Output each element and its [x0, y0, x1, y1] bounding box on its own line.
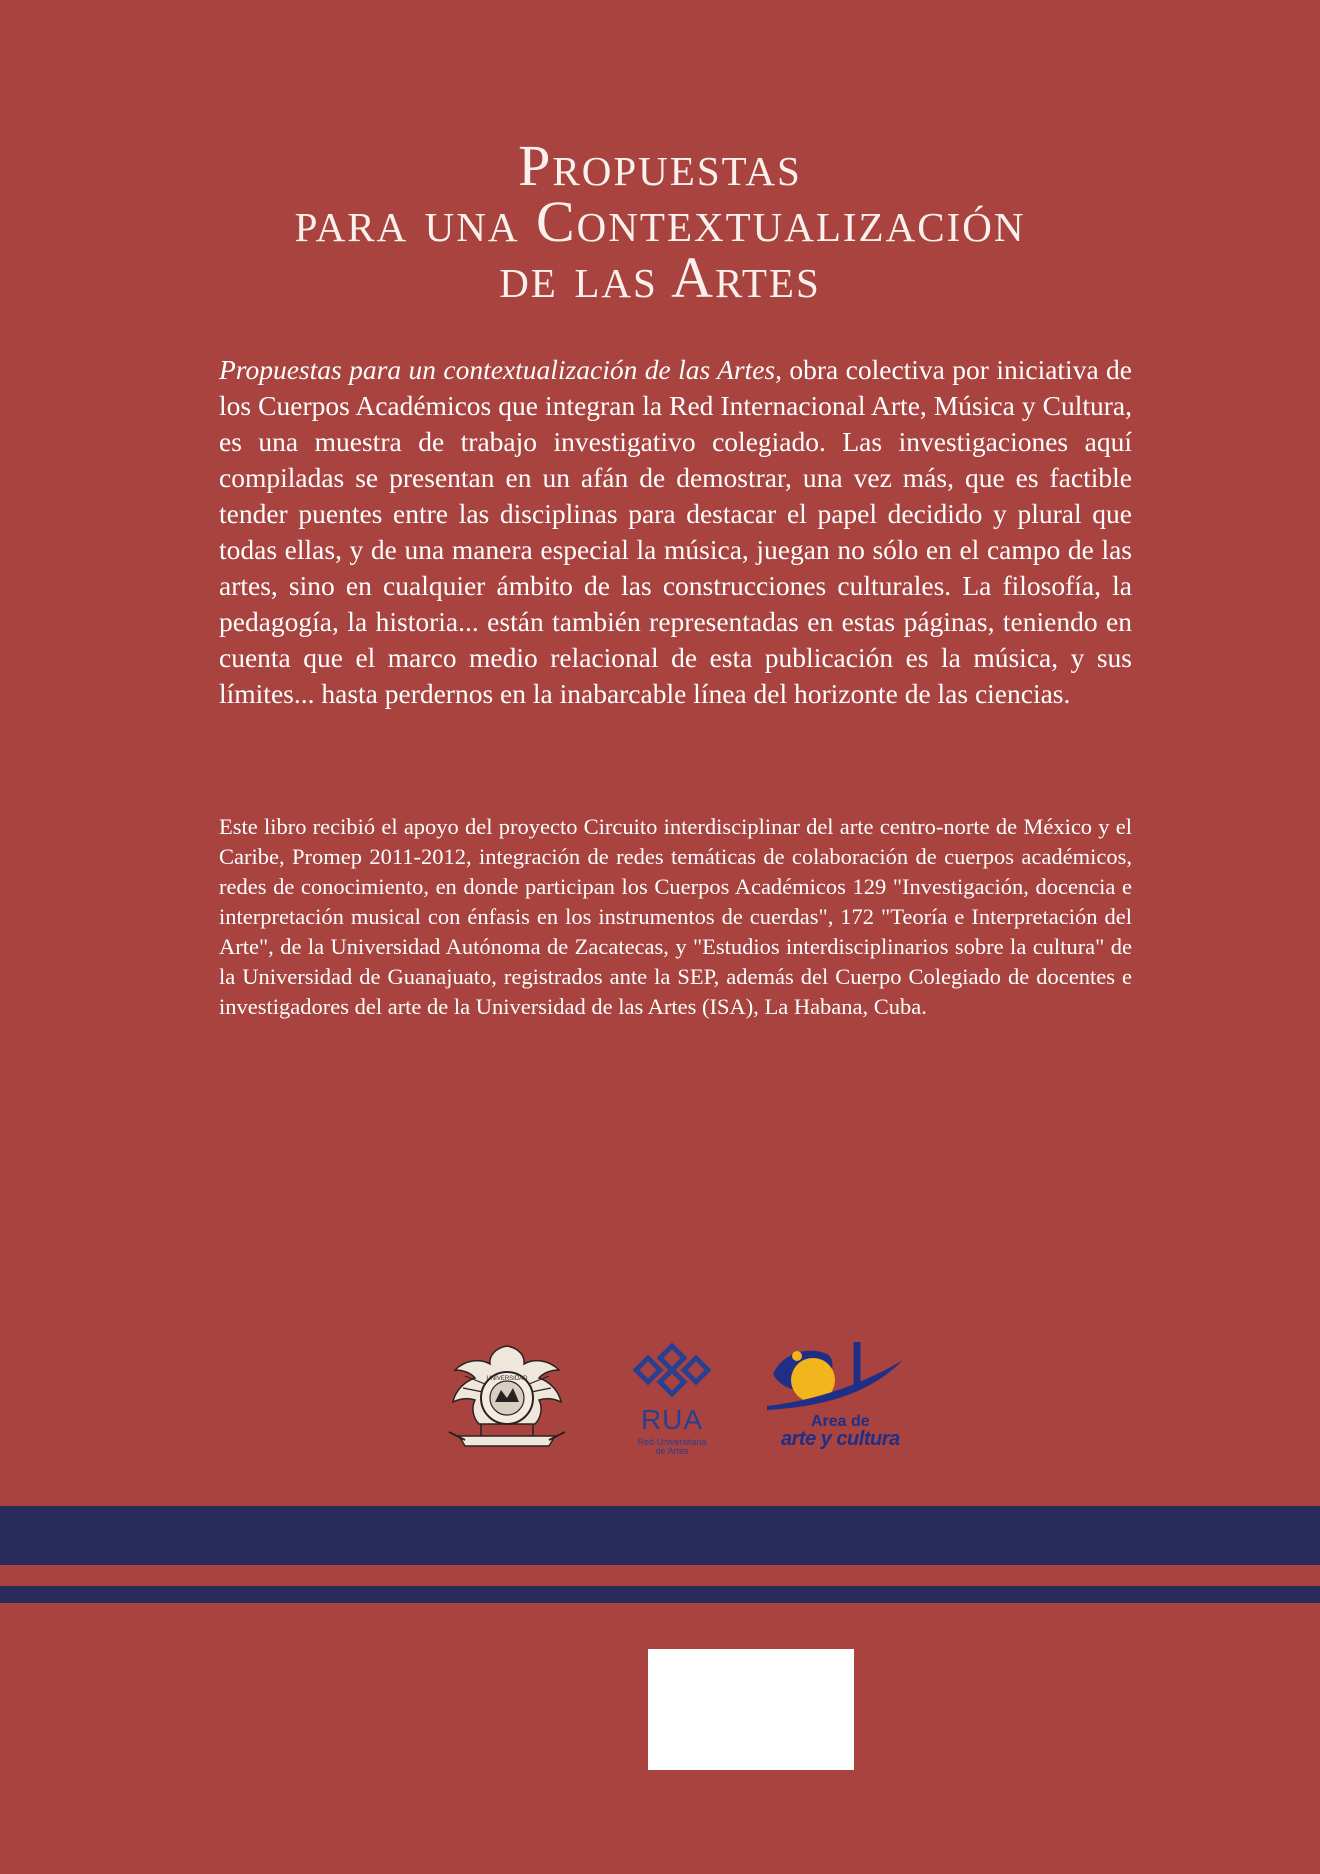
support-paragraph: Este libro recibió el apoyo del proyecto Circuito interdisciplinar del arte centro-norte de México y el Caribe, Promep 2011-2012, integración de redes temáticas de colaboración de cuerpos académicos, redes de conocimiento, en donde participan los Cuerpos Académicos 129 "Investigación, docencia e interpretación musical con énfasis en los instrumentos de cuerdas", 172 "Teoría e Interpretación del Arte", de la Universidad Autónoma de Zacatecas, y "Estudios interdisciplinarios sobre la cultura" de la Universidad de Guanajuato, registrados ante la SEP, además del Cuerpo Colegiado de docentes e investigadores del arte de la Universidad de las Artes (ISA), La Habana, Cuba. — [219, 814, 1132, 1019]
rua-subtitle — [632, 1438, 712, 1456]
title-line-3: de las Artes — [499, 245, 821, 310]
abstract-paragraph — [219, 352, 1132, 712]
barcode-placeholder — [648, 1649, 854, 1770]
rua-subtitle-line-1: Red Universitaria — [637, 1437, 707, 1447]
area-line-2: arte y cultura — [781, 1428, 900, 1450]
rua-name: RUA — [640, 1404, 704, 1435]
area-arte-cultura-logo — [763, 1340, 913, 1455]
title-line-1: Propuestas — [518, 133, 802, 198]
university-seal-icon — [445, 1340, 570, 1455]
svg-text:UNIVERSIDAD: UNIVERSIDAD — [486, 1376, 528, 1382]
area-arte-cultura-icon — [763, 1340, 913, 1420]
rua-logo — [632, 1340, 712, 1458]
decorative-band-top — [0, 1506, 1320, 1565]
title-line-2: para una Contextualización — [294, 189, 1026, 254]
abstract-body: obra colectiva por iniciativa de los Cuerpos Académicos que integran la Red Internacional Arte, Música y Cultura, es una muestra de trabajo investigativo colegiado. Las investigaciones aquí compiladas se presentan en un afán de demostrar, una vez más, que es factible tender puentes entre las disciplinas para destacar el papel decidido y plural que todas ellas, y de una manera especial la música, juegan no sólo en el campo de las artes, sino en cualquier ámbito de las construcciones culturales. La filosofía, la pedagogía, la historia... están también representadas en estas páginas, teniendo en cuenta que el marco medio relacional de esta publicación es la música, y sus límites... hasta perdernos en la inabarcable línea del horizonte de las ciencias. — [219, 354, 1133, 709]
book-title — [0, 133, 1320, 310]
logo-row — [0, 1340, 1320, 1460]
rua-knot-icon — [632, 1340, 712, 1402]
rua-subtitle-line-2: de Artes — [655, 1446, 689, 1456]
abstract-italic-lead: Propuestas para un contextualización de las Artes, — [219, 354, 782, 385]
area-line-1: Area de — [811, 1413, 870, 1430]
decorative-band-bottom — [0, 1586, 1320, 1603]
